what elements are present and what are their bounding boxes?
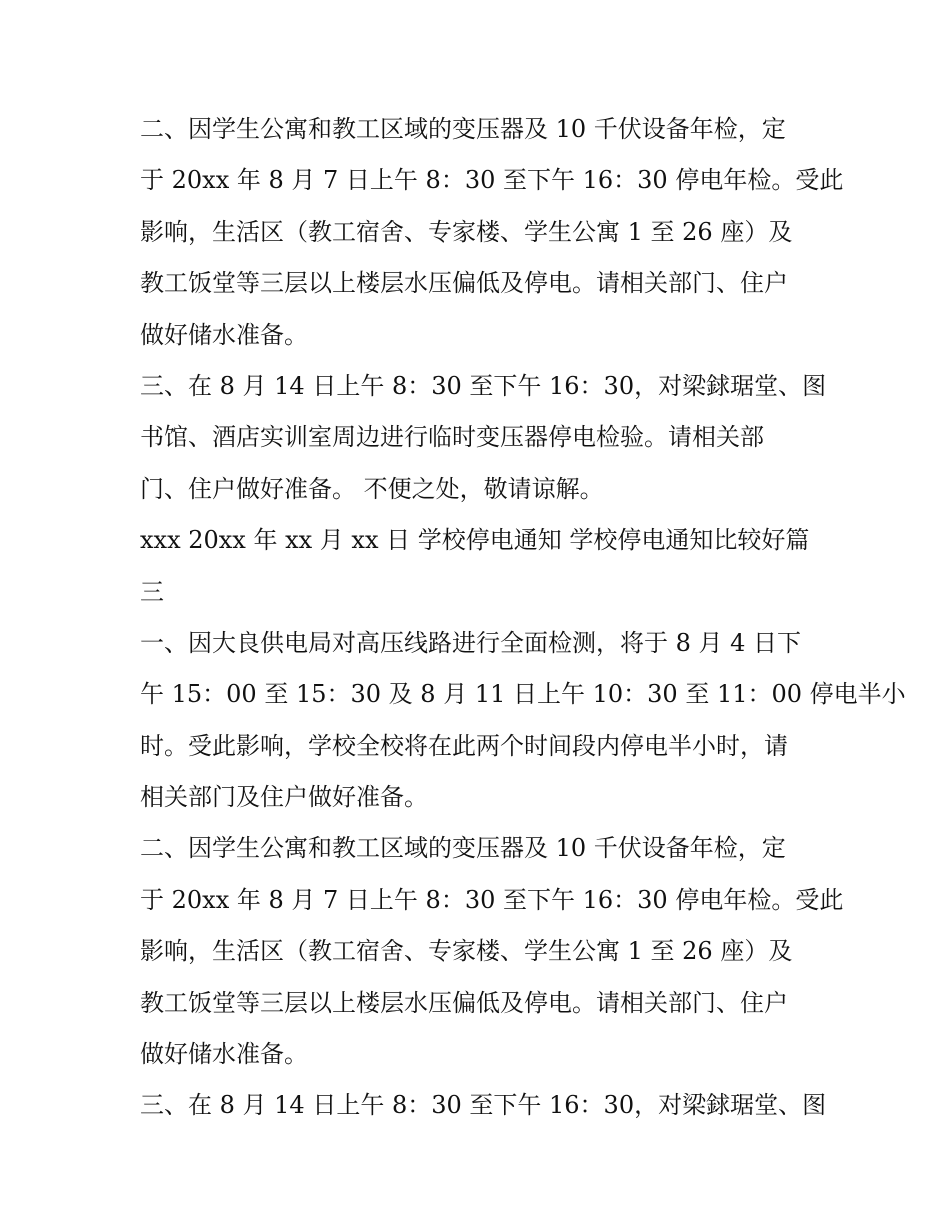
- signature-title-line: xxx 20xx 年 xx 月 xx 日 学校停电通知 学校停电通知比较好篇: [140, 526, 810, 555]
- text-line: 书馆、酒店实训室周边进行临时变压器停电检验。请相关部: [140, 423, 764, 452]
- text-line: 时。受此影响，学校全校将在此两个时间段内停电半小时，请: [140, 731, 788, 760]
- text-line: 做好储水准备。: [140, 1040, 308, 1069]
- text-line: 午 15：00 至 15：30 及 8 月 11 日上午 10：30 至 11：00 停电半小: [140, 680, 906, 709]
- text-line: 影响，生活区（教工宿舍、专家楼、学生公寓 1 至 26 座）及: [140, 937, 793, 966]
- text-line: 于 20xx 年 8 月 7 日上午 8：30 至下午 16：30 停电年检。受此: [140, 166, 844, 195]
- text-line: 教工饭堂等三层以上楼层水压偏低及停电。请相关部门、住户: [140, 988, 788, 1017]
- text-line: 相关部门及住户做好准备。: [140, 783, 428, 812]
- text-line: 门、住户做好准备。 不便之处，敬请谅解。: [140, 474, 604, 503]
- text-line: 二、因学生公寓和教工区域的变压器及 10 千伏设备年检，定: [140, 834, 786, 863]
- text-line: 三、在 8 月 14 日上午 8：30 至下午 16：30，对梁銶琚堂、图: [140, 371, 827, 400]
- text-line: 影响，生活区（教工宿舍、专家楼、学生公寓 1 至 26 座）及: [140, 217, 793, 246]
- text-line: 做好储水准备。: [140, 320, 308, 349]
- text-line: 于 20xx 年 8 月 7 日上午 8：30 至下午 16：30 停电年检。受此: [140, 885, 844, 914]
- text-line: 三、在 8 月 14 日上午 8：30 至下午 16：30，对梁銶琚堂、图: [140, 1091, 827, 1120]
- document-body: [140, 104, 906, 1132]
- text-line: 教工饭堂等三层以上楼层水压偏低及停电。请相关部门、住户: [140, 269, 788, 298]
- text-line: 一、因大良供电局对高压线路进行全面检测，将于 8 月 4 日下: [140, 628, 802, 657]
- text-line: 二、因学生公寓和教工区域的变压器及 10 千伏设备年检，定: [140, 115, 786, 143]
- section-number-line: 三: [140, 577, 164, 606]
